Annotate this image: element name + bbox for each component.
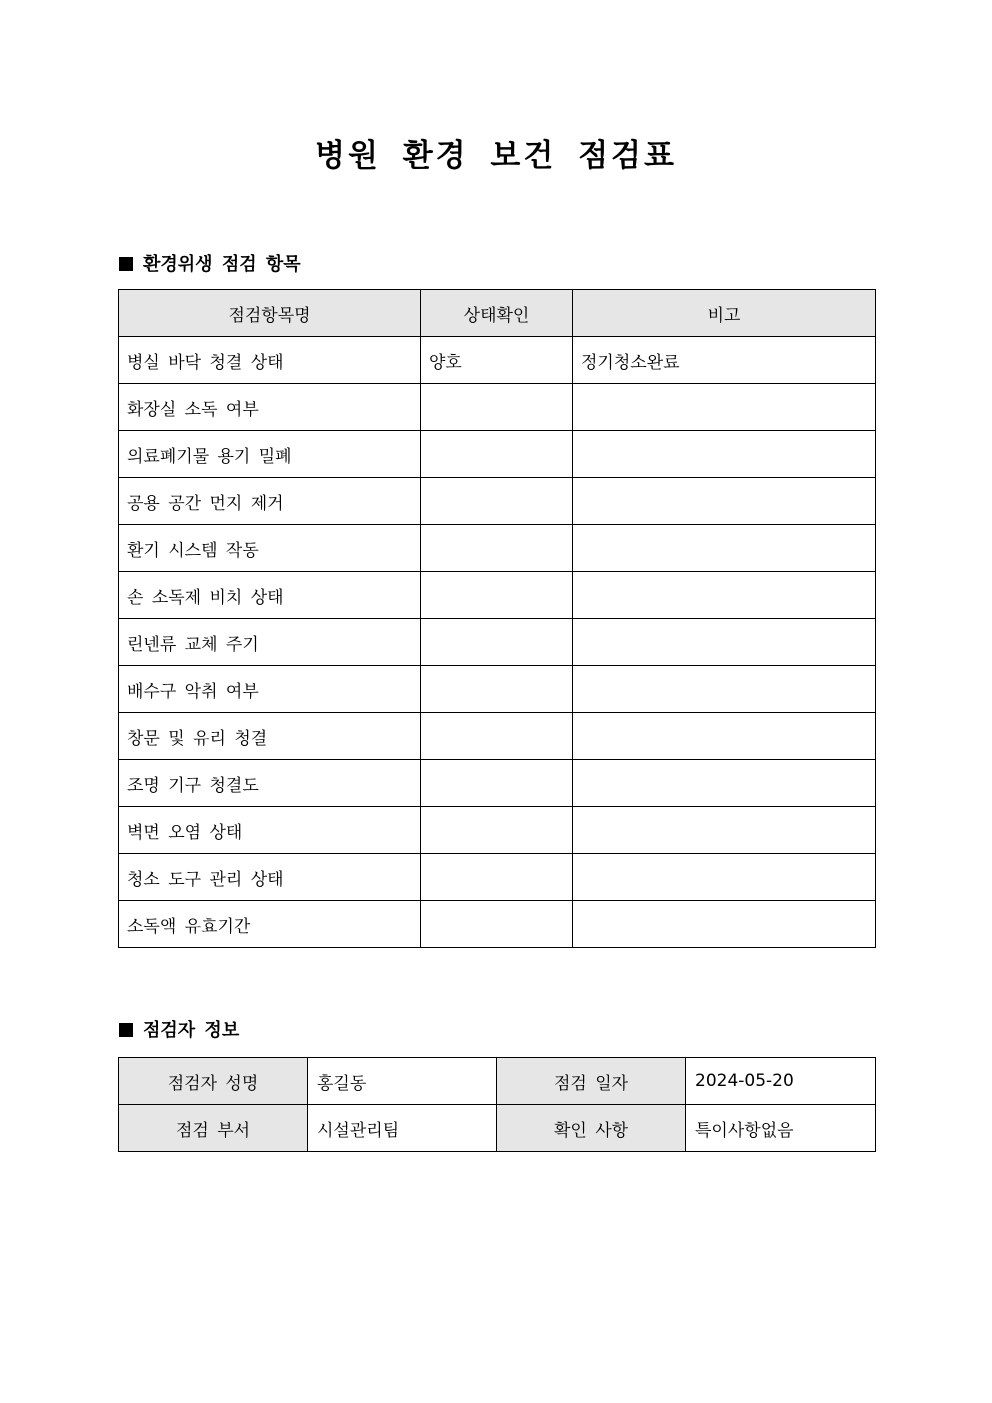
status-cell[interactable] (421, 854, 573, 901)
status-cell[interactable] (421, 760, 573, 807)
note-cell[interactable] (573, 713, 876, 760)
item-name-cell: 공용 공간 먼지 제거 (119, 478, 421, 525)
item-name-cell: 조명 기구 청결도 (119, 760, 421, 807)
item-name-cell: 청소 도구 관리 상태 (119, 854, 421, 901)
header-status: 상태확인 (421, 290, 573, 337)
inspector-name-value[interactable]: 홍길동 (308, 1058, 497, 1105)
status-cell[interactable] (421, 619, 573, 666)
note-cell[interactable] (573, 525, 876, 572)
checklist-header-row (119, 290, 876, 337)
inspection-date-label: 점검 일자 (497, 1058, 686, 1105)
table-row (119, 713, 876, 760)
confirmation-label: 확인 사항 (497, 1105, 686, 1152)
item-name-cell: 병실 바닥 청결 상태 (119, 337, 421, 384)
table-row (119, 901, 876, 948)
inspection-date-value[interactable]: 2024-05-20 (686, 1058, 876, 1105)
item-name-cell: 린넨류 교체 주기 (119, 619, 421, 666)
inspector-heading-text: 점검자 정보 (143, 1020, 240, 1041)
inspector-section-heading (119, 1019, 239, 1043)
note-cell[interactable] (573, 807, 876, 854)
item-name-cell: 손 소독제 비치 상태 (119, 572, 421, 619)
table-row (119, 478, 876, 525)
table-row (119, 431, 876, 478)
table-row (119, 760, 876, 807)
confirmation-value[interactable]: 특이사항없음 (686, 1105, 876, 1152)
note-cell[interactable] (573, 619, 876, 666)
item-name-cell: 창문 및 유리 청결 (119, 713, 421, 760)
status-cell[interactable] (421, 384, 573, 431)
table-row (119, 384, 876, 431)
header-note: 비고 (573, 290, 876, 337)
document-title: 병원 환경 보건 점검표 (315, 138, 677, 174)
note-cell[interactable] (573, 666, 876, 713)
note-cell[interactable] (573, 384, 876, 431)
table-row (119, 619, 876, 666)
note-cell[interactable] (573, 901, 876, 948)
status-cell[interactable] (421, 713, 573, 760)
table-row (119, 807, 876, 854)
checklist-heading-text: 환경위생 점검 항목 (143, 254, 301, 275)
square-bullet-icon (119, 1023, 133, 1037)
item-name-cell: 배수구 악취 여부 (119, 666, 421, 713)
item-name-cell: 환기 시스템 작동 (119, 525, 421, 572)
status-cell[interactable] (421, 478, 573, 525)
inspector-name-label: 점검자 성명 (119, 1058, 308, 1105)
item-name-cell: 소독액 유효기간 (119, 901, 421, 948)
inspection-dept-label: 점검 부서 (119, 1105, 308, 1152)
table-row (119, 1058, 876, 1105)
note-cell[interactable] (573, 854, 876, 901)
status-cell[interactable] (421, 807, 573, 854)
table-row (119, 572, 876, 619)
note-cell[interactable] (573, 431, 876, 478)
status-cell[interactable] (421, 431, 573, 478)
table-row (119, 666, 876, 713)
note-cell[interactable] (573, 760, 876, 807)
status-cell[interactable] (421, 666, 573, 713)
header-item-name: 점검항목명 (119, 290, 421, 337)
checklist-table (118, 289, 876, 948)
status-cell[interactable] (421, 572, 573, 619)
item-name-cell: 의료폐기물 용기 밀폐 (119, 431, 421, 478)
inspector-info-table (118, 1057, 876, 1152)
checklist-section-heading (119, 253, 301, 277)
square-bullet-icon (119, 257, 133, 271)
status-cell[interactable]: 양호 (421, 337, 573, 384)
table-row (119, 1105, 876, 1152)
item-name-cell: 화장실 소독 여부 (119, 384, 421, 431)
table-row (119, 337, 876, 384)
table-row (119, 525, 876, 572)
table-row (119, 854, 876, 901)
item-name-cell: 벽면 오염 상태 (119, 807, 421, 854)
inspection-dept-value[interactable]: 시설관리팀 (308, 1105, 497, 1152)
note-cell[interactable]: 정기청소완료 (573, 337, 876, 384)
note-cell[interactable] (573, 572, 876, 619)
status-cell[interactable] (421, 525, 573, 572)
status-cell[interactable] (421, 901, 573, 948)
note-cell[interactable] (573, 478, 876, 525)
